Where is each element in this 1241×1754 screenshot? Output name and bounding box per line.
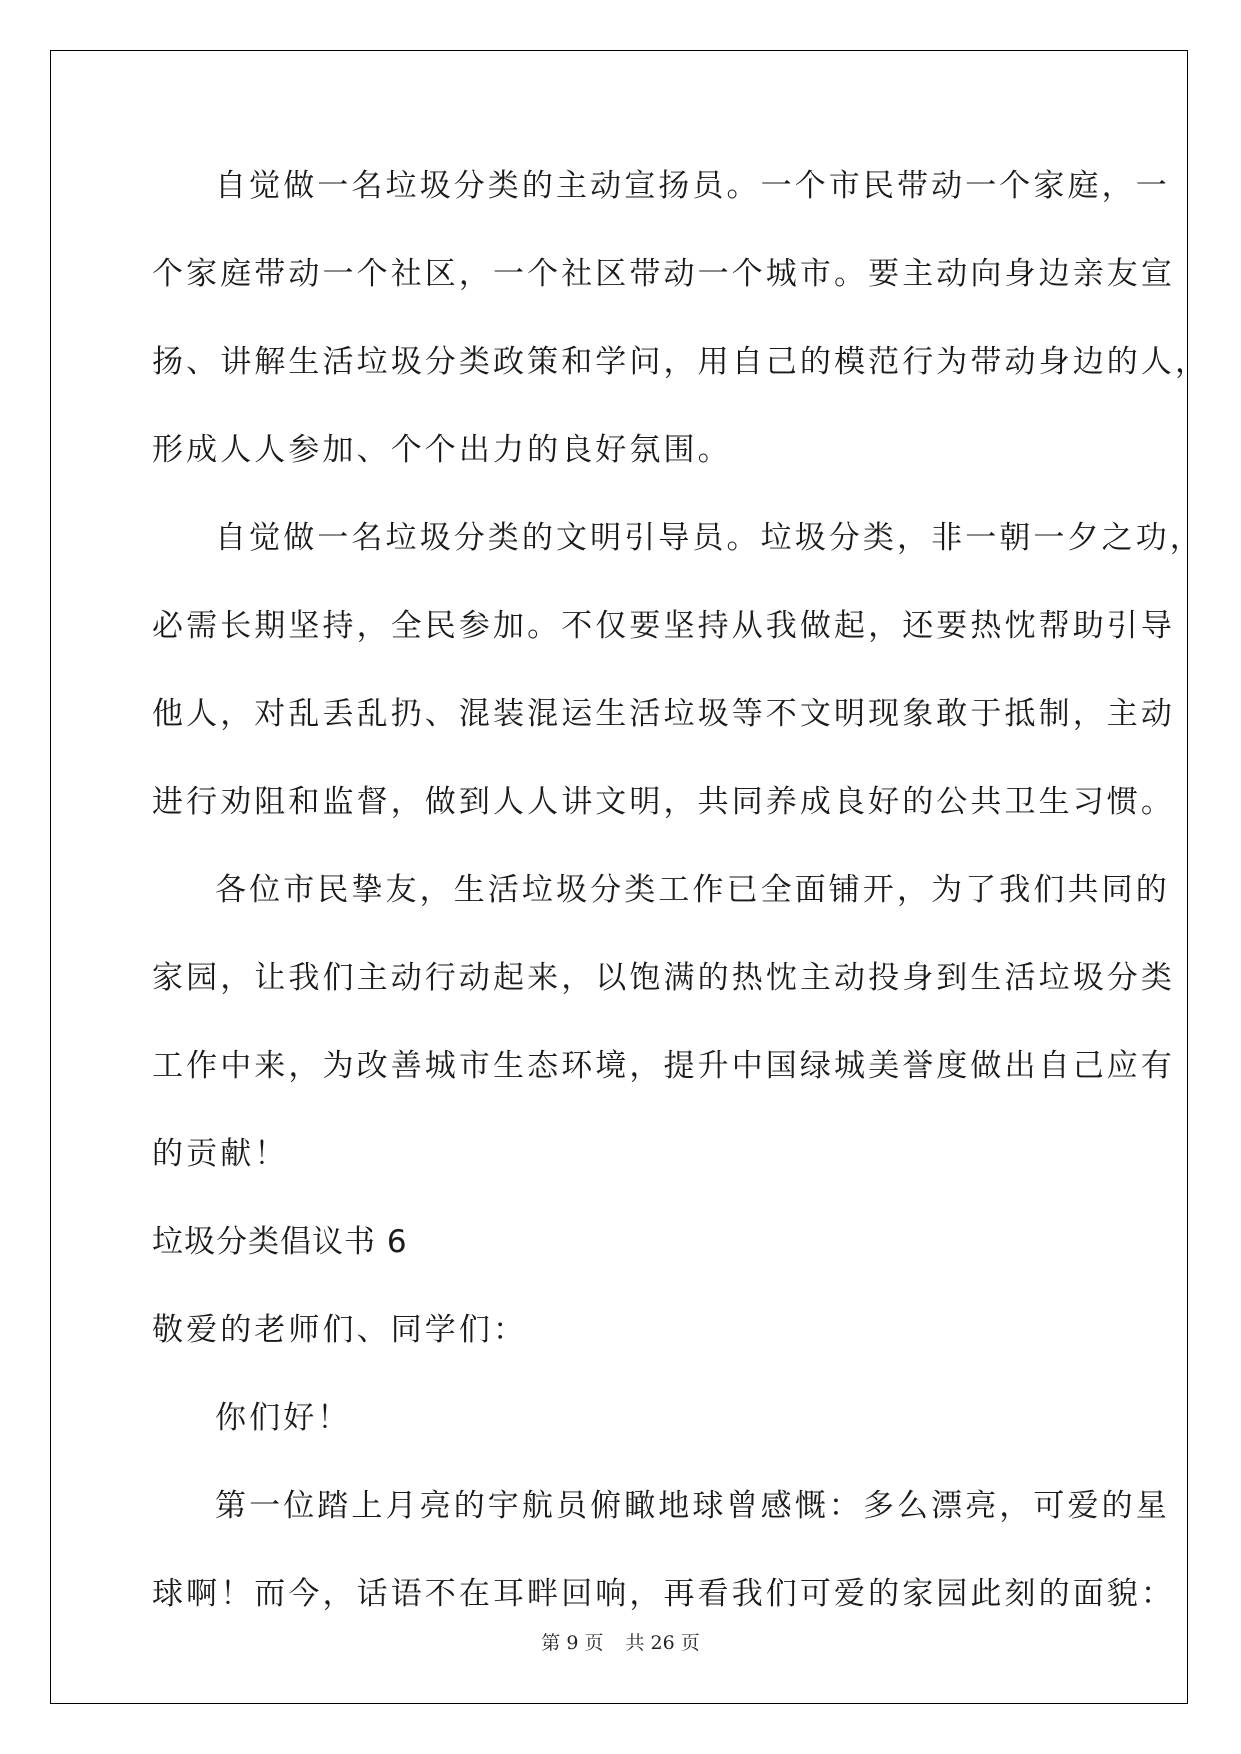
salutation: 敬爱的老师们、同学们： bbox=[152, 1312, 528, 1348]
paragraph-line: 第一位踏上月亮的宇航员俯瞰地球曾感慨：多么漂亮，可爱的星 bbox=[215, 1488, 1170, 1524]
paragraph-line: 他人，对乱丢乱扔、混装混运生活垃圾等不文明现象敢于抵制，主动 bbox=[152, 696, 1175, 732]
paragraph-line: 各位市民挚友，生活垃圾分类工作已全面铺开，为了我们共同的 bbox=[215, 872, 1170, 908]
paragraph-line: 的贡献！ bbox=[152, 1136, 289, 1172]
paragraph-line: 工作中来，为改善城市生态环境，提升中国绿城美誉度做出自己应有 bbox=[152, 1048, 1175, 1084]
document-body bbox=[152, 158, 1210, 1654]
paragraph-line: 自觉做一名垃圾分类的主动宣扬员。一个市民带动一个家庭，一 bbox=[215, 168, 1170, 204]
paragraph-line: 球啊！而今，话语不在耳畔回响，再看我们可爱的家园此刻的面貌： bbox=[152, 1576, 1175, 1612]
page-total: 共 26 页 bbox=[625, 1632, 700, 1654]
page-footer bbox=[0, 1628, 1241, 1655]
page-number: 第 9 页 bbox=[541, 1632, 604, 1654]
section-heading: 垃圾分类倡议书 6 bbox=[152, 1224, 408, 1260]
paragraph-line: 自觉做一名垃圾分类的文明引导员。垃圾分类，非一朝一夕之功， bbox=[215, 520, 1204, 556]
paragraph-line: 进行劝阻和监督，做到人人讲文明，共同养成良好的公共卫生习惯。 bbox=[152, 784, 1175, 820]
paragraph-line: 扬、讲解生活垃圾分类政策和学问，用自己的模范行为带动身边的人， bbox=[152, 344, 1210, 380]
paragraph-line: 必需长期坚持，全民参加。不仅要坚持从我做起，还要热忱帮助引导 bbox=[152, 608, 1175, 644]
greeting: 你们好！ bbox=[215, 1400, 352, 1436]
paragraph-line: 家园，让我们主动行动起来，以饱满的热忱主动投身到生活垃圾分类 bbox=[152, 960, 1175, 996]
paragraph-line: 形成人人参加、个个出力的良好氛围。 bbox=[152, 432, 732, 468]
paragraph-line: 个家庭带动一个社区，一个社区带动一个城市。要主动向身边亲友宣 bbox=[152, 256, 1175, 292]
